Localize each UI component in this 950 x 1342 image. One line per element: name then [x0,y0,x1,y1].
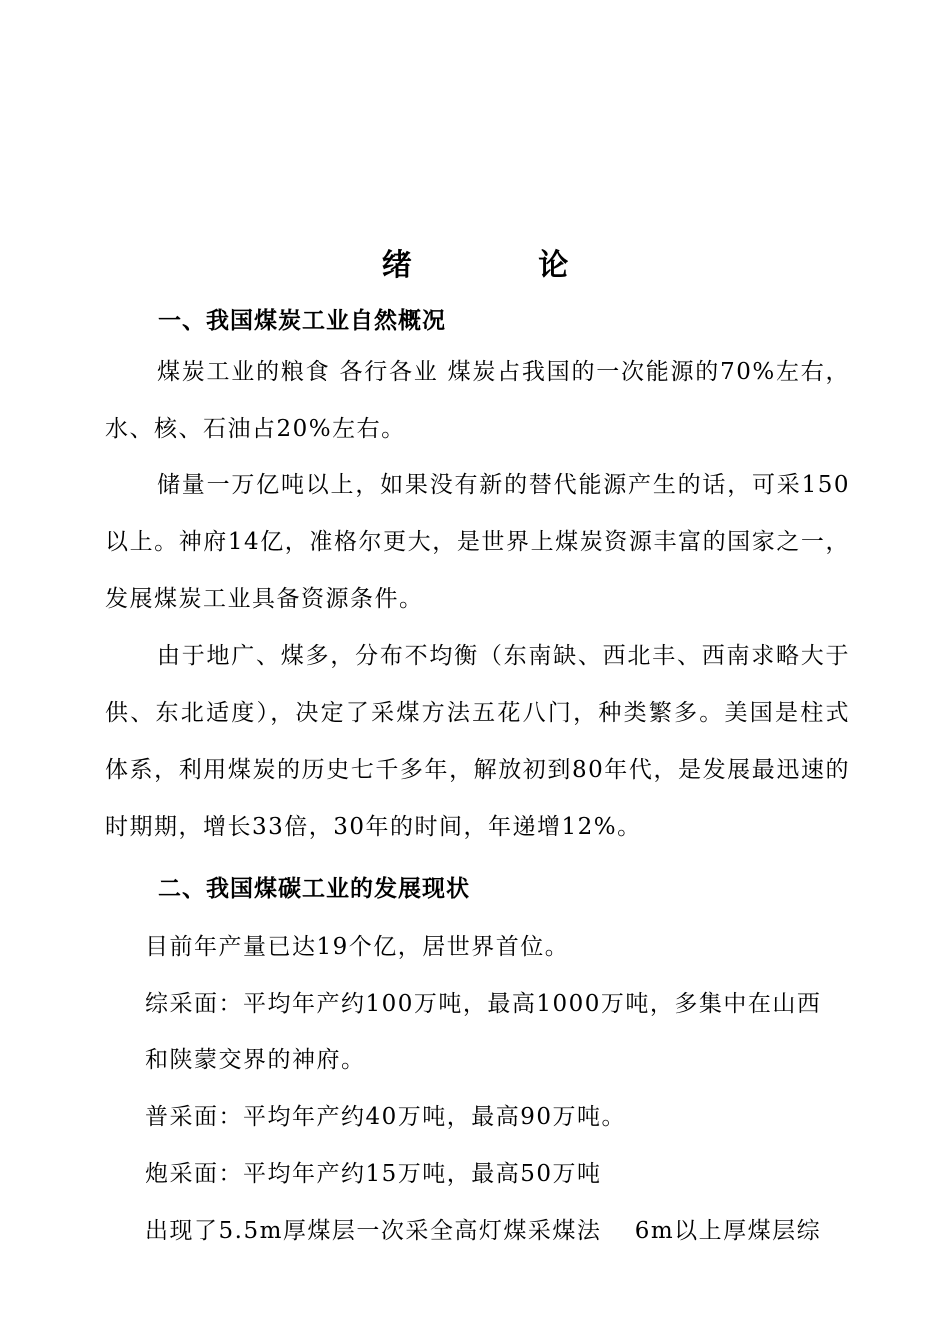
section-1-paragraph-3: 由于地广、煤多，分布不均衡（东南缺、西北丰、西南求略大于供、东北适度），决定了采煤方法五花八门，种类繁多。美国是柱式体系，利用煤炭的历史七千多年，解放初到80年代，是发展最迅速的时期期，增长33倍，30年的时间，年递增12%。 [105,643,850,840]
section-1-paragraph-1: 煤炭工业的粮食 各行各业 煤炭占我国的一次能源的70%左右，水、核、石油占20%左右。 [105,359,850,442]
section-2-line-6: 出现了5.5m厚煤层一次采全高灯煤采煤法 6m以上厚煤层综 [145,1218,822,1244]
section-2-line-3: 和陕蒙交界的神府。 [145,1047,366,1073]
section-2-line-4: 普采面：平均年产约40万吨，最高90万吨。 [145,1104,627,1130]
section-1-heading: 一、我国煤炭工业自然概况 [158,307,446,334]
section-2-heading: 二、我国煤碳工业的发展现状 [158,875,470,902]
page-title: 绪 论 [381,248,627,283]
section-2-line-2: 综采面：平均年产约100万吨，最高1000万吨，多集中在山西 [145,991,822,1017]
section-1-paragraph-2: 储量一万亿吨以上，如果没有新的替代能源产生的话，可采150以上。神府14亿，准格尔更大，是世界上煤炭资源丰富的国家之一，发展煤炭工业具备资源条件。 [105,472,850,612]
section-2-line-1: 目前年产量已达19个亿，居世界首位。 [145,934,570,960]
section-2-line-5: 炮采面：平均年产约15万吨，最高50万吨 [145,1161,602,1187]
